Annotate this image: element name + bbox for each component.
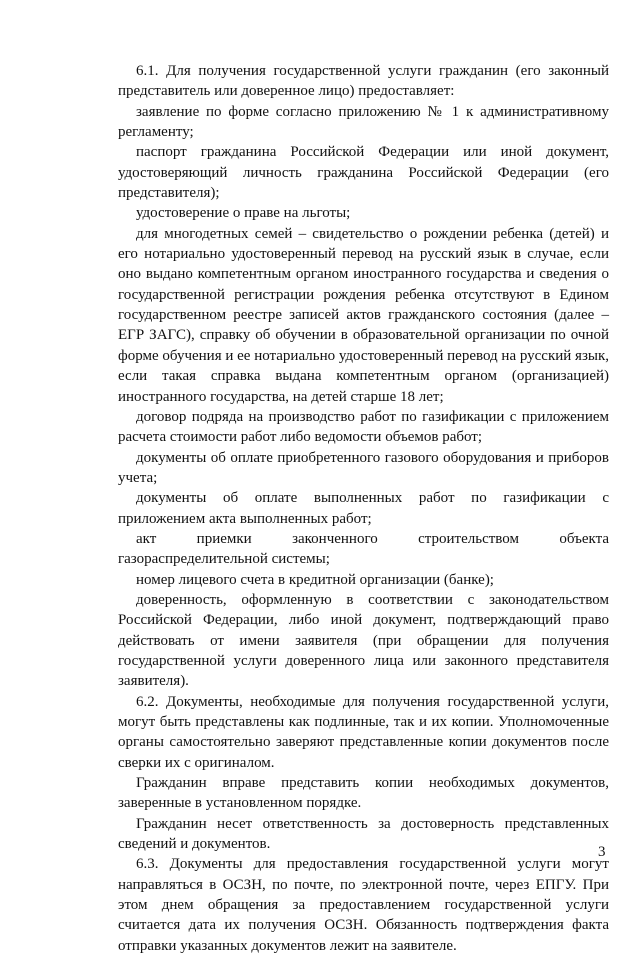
page-number: 3 bbox=[598, 844, 606, 860]
paragraph-works-payment: документы об оплате выполненных работ по газификации с приложением акта выполненных работ; bbox=[118, 490, 609, 527]
paragraph-passport: паспорт гражданина Российской Федерации или иной документ, удостоверяющий личность гражданина Российской Федерации (его представителя); bbox=[118, 144, 609, 202]
paragraph-certified-copies: Гражданин вправе представить копии необходимых документов, заверенные в установленном порядке. bbox=[118, 775, 609, 812]
paragraph-6-1: 6.1. Для получения государственной услуги гражданин (его законный представитель или доверенное лицо) предоставляет: bbox=[118, 63, 609, 100]
paragraph-responsibility: Гражданин несет ответственность за достоверность представленных сведений и документов. bbox=[118, 815, 609, 853]
paragraph-6-3: 6.3. Документы для предоставления государственной услуги могут направляться в ОСЗН, по почте, по электронной почте, через ЕПГУ. При этом днем обращения за предоставлением государственной услуги считается дата их получения ОСЗН. Обязанность подтверждения факта отправки указанных документов лежит на заявителе. bbox=[118, 856, 609, 954]
paragraph-6-2: 6.2. Документы, необходимые для получения государственной услуги, могут быть представлены как подлинные, так и их копии. Уполномоченные органы самостоятельно заверяют представленные копии документов после сверки их с оригиналом. bbox=[118, 693, 609, 771]
document-page bbox=[118, 61, 609, 956]
paragraph-bank-account: номер лицевого счета в кредитной организации (банке); bbox=[136, 571, 494, 588]
paragraph-acceptance-act: акт приемки законченного строительством объекта газораспределительной системы; bbox=[118, 530, 609, 568]
paragraph-application-form: заявление по форме согласно приложению № 1 к административному регламенту; bbox=[118, 103, 609, 141]
paragraph-contract: договор подряда на производство работ по газификации с приложением расчета стоимости работ либо ведомости объемов работ; bbox=[118, 408, 609, 446]
paragraph-power-of-attorney: доверенность, оформленную в соответствии с законодательством Российской Федерации, либо иной документ, подтверждающий право действовать от имени заявителя (при обращении для получения государственной услуги доверенного лица или законного представителя заявителя). bbox=[118, 591, 609, 690]
paragraph-equipment-payment: документы об оплате приобретенного газового оборудования и приборов учета; bbox=[118, 449, 609, 486]
paragraph-benefit-certificate: удостоверение о праве на льготы; bbox=[136, 205, 351, 222]
paragraph-large-families: для многодетных семей – свидетельство о рождении ребенка (детей) и его нотариально удостоверенный перевод на русский язык в случае, если оно выдано компетентным органом иностранного государства и сведения о государственной регистрации рождения ребенка отсутствуют в Едином государственном реестре записей актов гражданского состояния (далее – ЕГР ЗАГС), справку об обучении в образовательной организации по очной форме обучения и ее нотариально удостоверенный перевод на русский язык, если такая справка выдана компетентным органом (организацией) иностранного государства, на детей старше 18 лет; bbox=[118, 225, 610, 405]
